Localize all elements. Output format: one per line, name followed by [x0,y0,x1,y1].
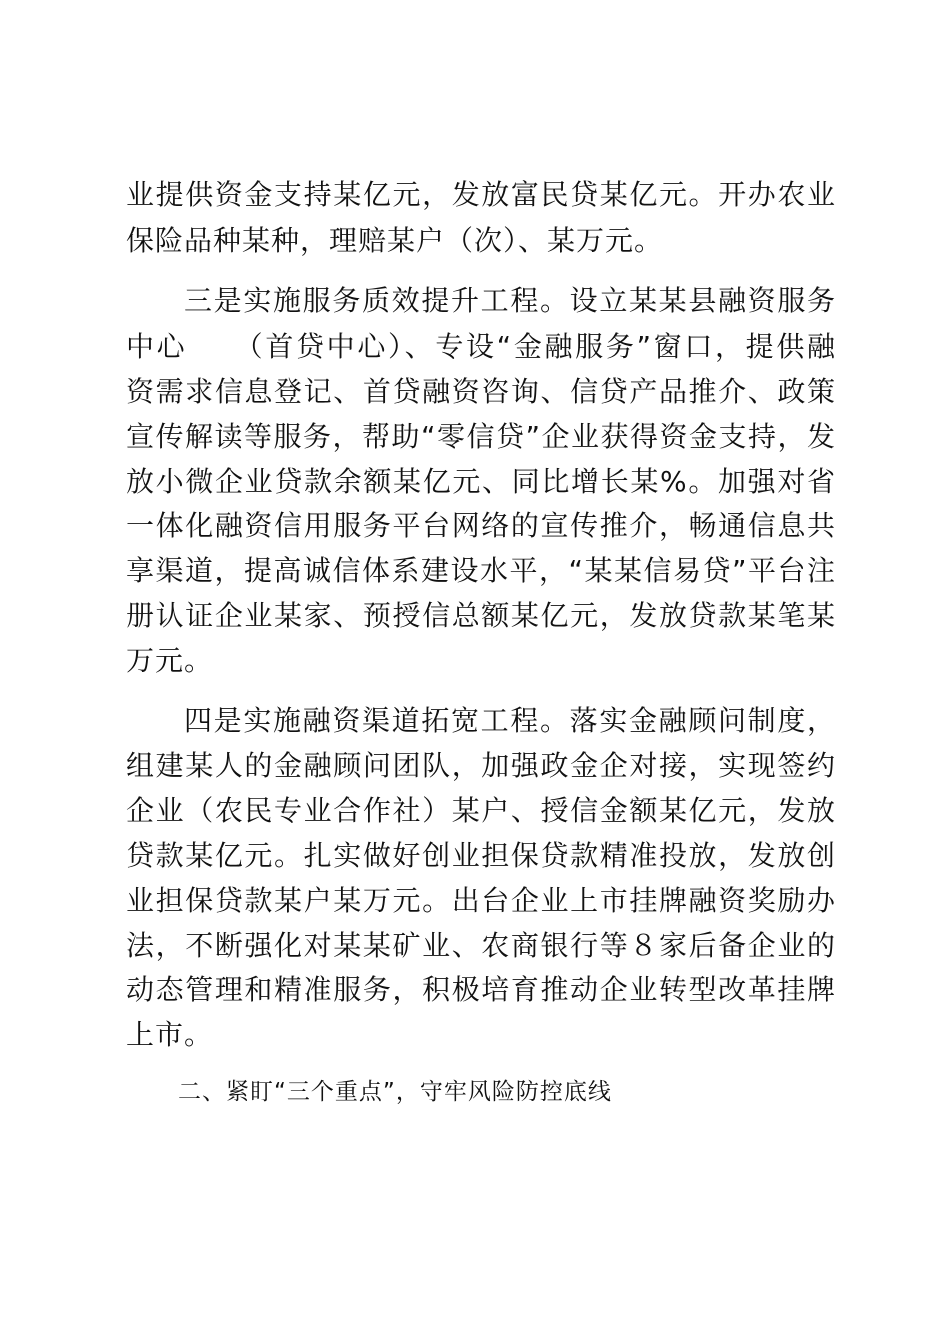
paragraph-line: 中心 （首贷中心）、专设“金融服务”窗口，提供融 [126,330,836,363]
paragraph-line: 组建某人的金融顾问团队，加强政金企对接，实现签约 [126,749,836,782]
paragraph-line: 贷款某亿元。扎实做好创业担保贷款精准投放，发放创 [126,839,836,872]
paragraph-line: 享渠道，提高诚信体系建设水平，“某某信易贷”平台注 [126,554,836,587]
paragraph-line: 上市。 [126,1018,214,1051]
paragraph-line: 企业（农民专业合作社）某户、授信金额某亿元，发放 [126,794,836,827]
paragraph-line: 四是实施融资渠道拓宽工程。落实金融顾问制度， [184,704,836,737]
paragraph-line: 万元。 [126,644,214,677]
paragraph-line: 业担保贷款某户某万元。出台企业上市挂牌融资奖励办 [126,884,836,917]
paragraph-line: 三是实施服务质效提升工程。设立某某县融资服务 [184,284,836,317]
section-heading: 二、紧盯“三个重点”，守牢风险防控底线 [178,1079,612,1105]
paragraph-line: 册认证企业某家、预授信总额某亿元，发放贷款某笔某 [126,599,836,632]
paragraph-line: 资需求信息登记、首贷融资咨询、信贷产品推介、政策 [126,375,836,408]
paragraph-line: 法，不断强化对某某矿业、农商银行等８家后备企业的 [126,929,836,962]
paragraph-line: 一体化融资信用服务平台网络的宣传推介，畅通信息共 [126,509,836,542]
paragraph-line: 保险品种某种，理赔某户（次）、某万元。 [126,224,664,257]
paragraph-line: 业提供资金支持某亿元，发放富民贷某亿元。开办农业 [126,178,836,211]
paragraph-line: 放小微企业贷款余额某亿元、同比增长某%。加强对省 [126,465,836,498]
paragraph-line: 宣传解读等服务，帮助“零信贷”企业获得资金支持，发 [126,420,836,453]
paragraph-line: 动态管理和精准服务，积极培育推动企业转型改革挂牌 [126,973,836,1006]
